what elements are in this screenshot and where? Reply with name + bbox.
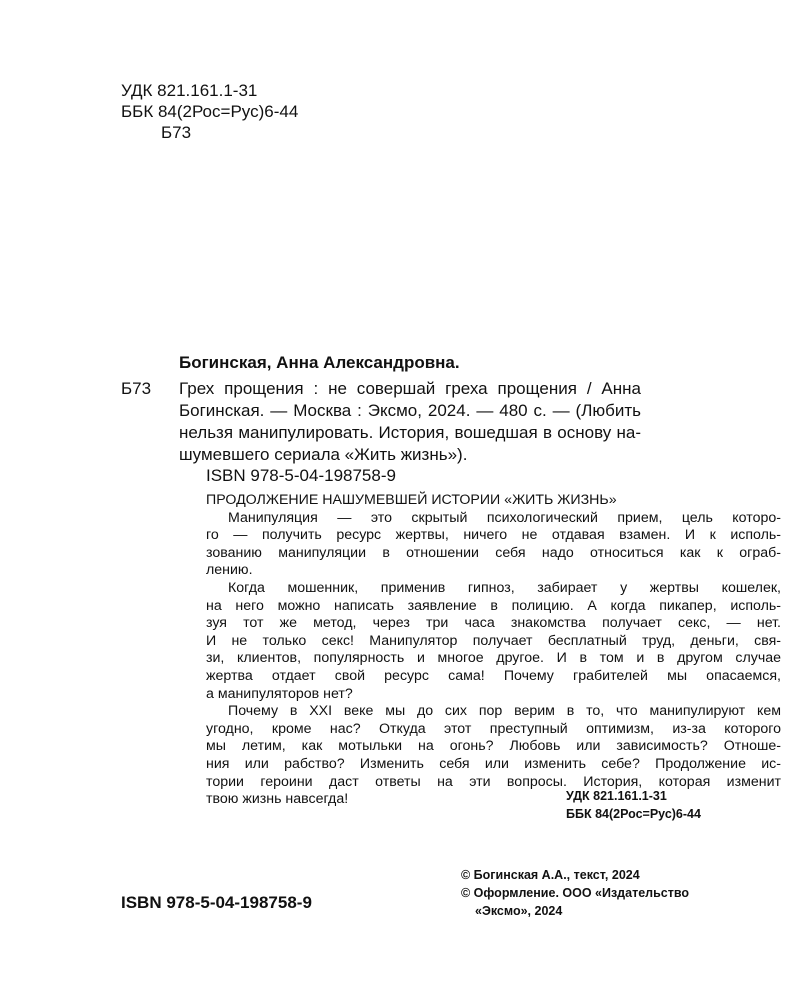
bottom-udk-code: УДК 821.161.1-31 [566,789,667,803]
entry-description [179,378,641,466]
entry-code: Б73 [121,379,152,398]
author-mark: Б73 [161,123,192,142]
bottom-classification [566,787,701,823]
annotation-line: зи, клиентов, популярность и многое другое. И в том и в другом случае [206,650,781,667]
annotation-line: зованию манипуляции в отношении себя надо относиться как к ограб- [206,544,781,561]
udk-code: УДК 821.161.1-31 [121,81,258,100]
annotation-line: лению. [206,562,253,579]
bbk-code: ББК 84(2Рос=Рус)6-44 [121,102,299,121]
annotation-line: мы летим, как мотыльки на огонь? Любовь или зависимость? Отноше- [206,738,781,755]
annotation-line: на него можно написать заявление в полицию. А когда пикапер, исполь- [206,597,781,614]
entry-line: нельзя манипулировать. История, вошедшая в основу на- [179,423,641,442]
author-heading: Богинская, Анна Александровна. [179,353,460,372]
annotation-line: зуя тот же метод, через три часа знакомства получает секс, — нет. [206,615,781,632]
entry-isbn: ISBN 978-5-04-198758-9 [206,466,396,485]
annotation-line: а манипуляторов нет? [206,685,353,702]
annotation-line: Манипуляция — это скрытый психологический прием, цель которо- [228,509,781,526]
annotation-line: жертва отдает свой ресурс сама! Почему грабителей мы опасаемся, [206,667,781,684]
annotation-line: го — получить ресурс жертвы, ничего не отдавая взамен. И к исполь- [206,527,781,544]
isbn-bottom: ISBN 978-5-04-198758-9 [121,893,312,912]
copyright-publisher-line: «Эксмо», 2024 [475,904,563,918]
annotation-line: Почему в XXI веке мы до сих пор верим в то, что манипулируют кем [228,703,781,720]
entry-line: Богинская. — Москва : Эксмо, 2024. — 480 с. — (Любить [179,401,641,420]
annotation-line: Когда мошенник, применив гипноз, забирает у жертвы кошелек, [228,579,781,596]
entry-line: шумевшего сериала «Жить жизнь»). [179,445,468,464]
annotation-line: тории героини даст ответы на эти вопросы. История, которая изменит [206,773,781,790]
annotation-line: угодно, кроме нас? Откуда этот преступный оптимизм, из-за которого [206,720,781,737]
classification-block [121,80,298,143]
bottom-bbk-code: ББК 84(2Рос=Рус)6-44 [566,807,701,821]
annotation-paragraph [206,580,781,703]
annotation-heading: ПРОДОЛЖЕНИЕ НАШУМЕВШЕЙ ИСТОРИИ «ЖИТЬ ЖИЗНЬ» [206,492,617,508]
copyright-block [461,866,689,920]
annotation-line: И не только секс! Манипулятор получает бесплатный труд, деньги, свя- [206,632,781,649]
annotation-line: ния или рабство? Изменить себя или изменить себе? Продолжение ис- [206,755,781,772]
annotation-paragraph [206,510,781,580]
annotation [206,492,781,809]
copyright-text-line: © Богинская А.А., текст, 2024 [461,868,640,882]
entry-line: Грех прощения : не совершай греха прощения / Анна [179,379,641,398]
copyright-design-line: © Оформление. ООО «Издательство [461,886,689,900]
annotation-line: твою жизнь навсегда! [206,791,349,808]
